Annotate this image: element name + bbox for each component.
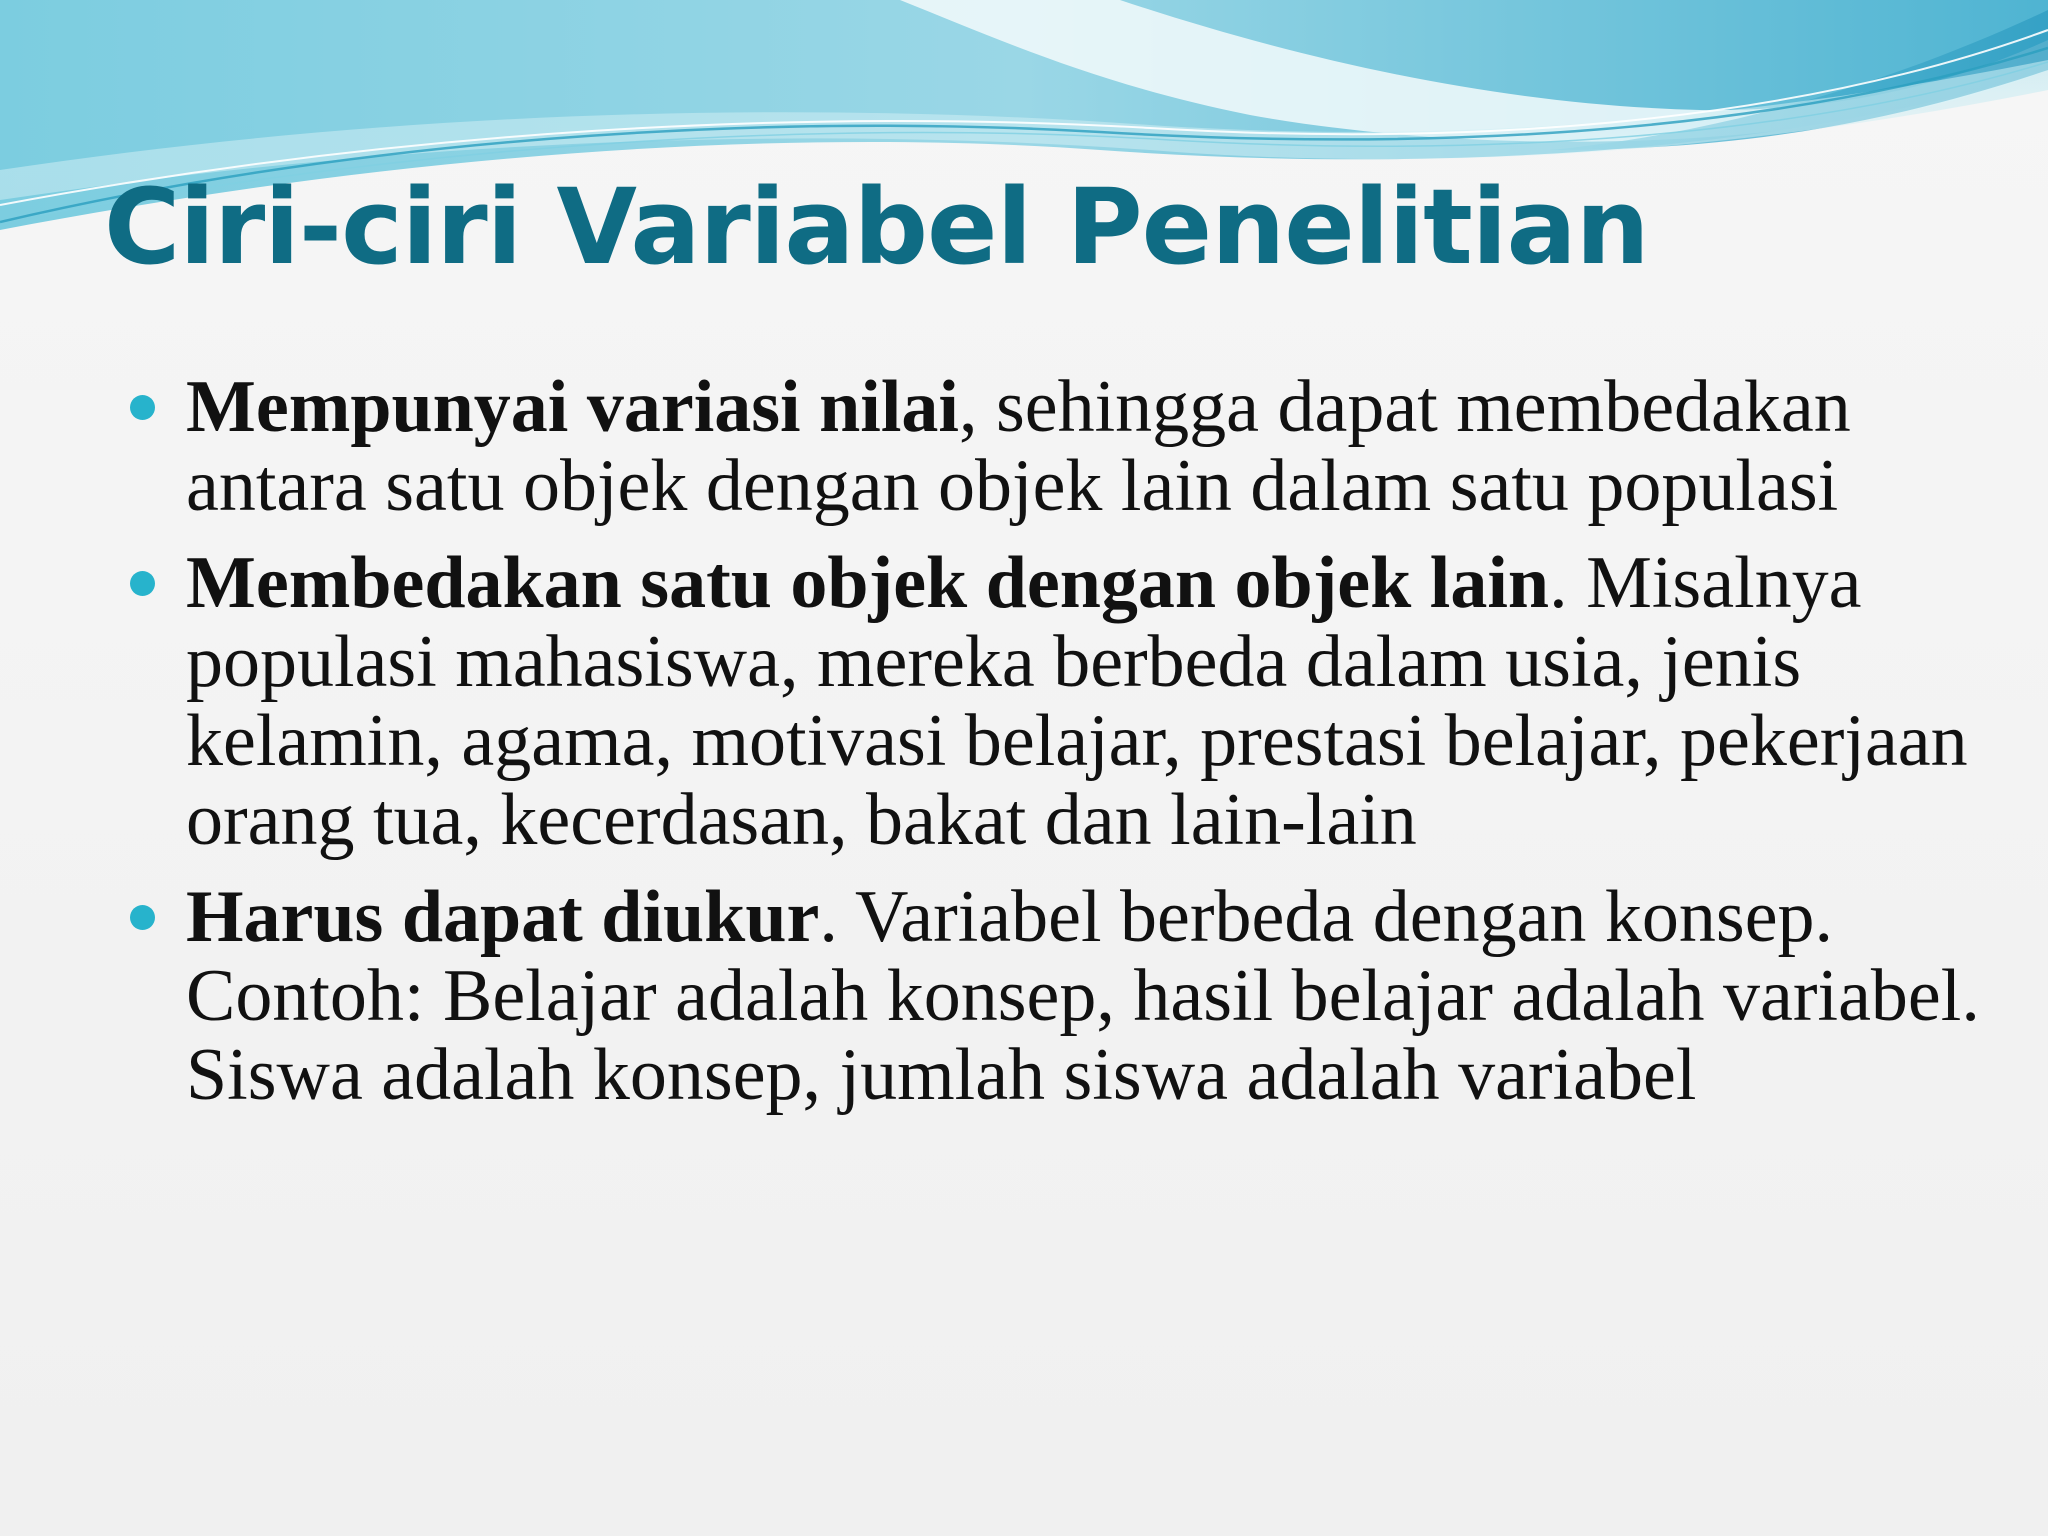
bullet-item [130,544,1990,860]
bullet-list [130,368,1990,1133]
bullet-heading: Mempunyai variasi nilai [186,366,959,448]
bullet-dot-icon [130,395,155,420]
bullet-text: , sehingga dapat membedakan antara satu objek dengan objek lain dalam satu populasi [186,366,1851,527]
bullet-heading: Harus dapat diukur [186,876,820,958]
bullet-dot-icon [130,571,155,596]
bullet-item [130,368,1990,526]
bullet-heading: Membedakan satu objek dengan objek lain [186,542,1550,624]
bullet-dot-icon [130,905,155,930]
slide-title: Ciri-ciri Variabel Penelitian [104,166,1649,288]
bullet-item [130,878,1990,1115]
bullet-text: . Misalnya populasi mahasiswa, mereka berbeda dalam usia, jenis kelamin, agama, motivasi belajar, prestasi belajar, pekerjaan orang tua, kecerdasan, bakat dan lain-lain [186,542,1968,861]
bullet-text: . Variabel berbeda dengan konsep. Contoh: Belajar adalah konsep, hasil belajar adalah variabel. Siswa adalah konsep, jumlah siswa adalah variabel [186,876,1980,1116]
